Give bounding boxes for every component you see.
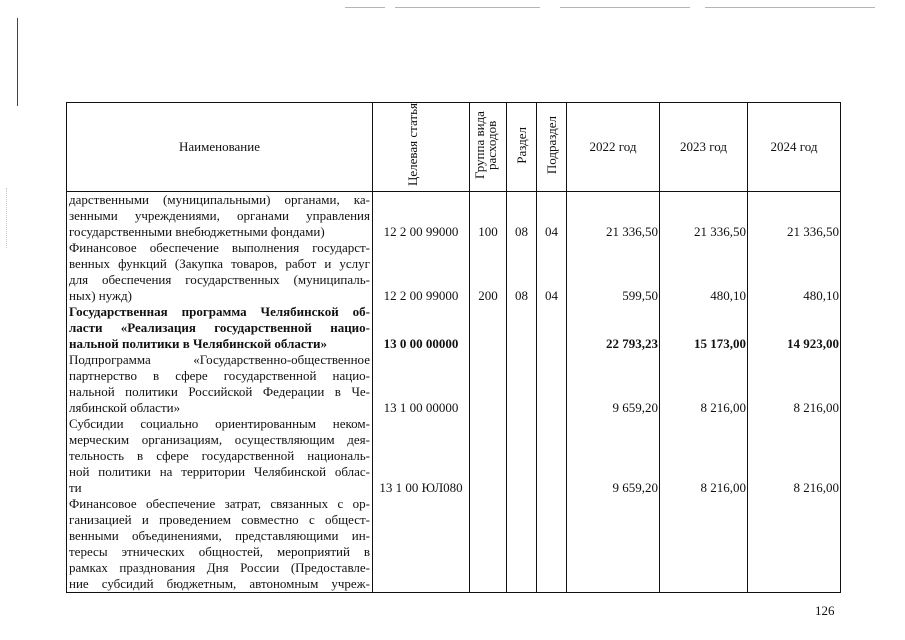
row-subsection [537,416,567,496]
row-name-line: Подпрограмма «Государственно-общественное [69,352,370,367]
row-name-line: ти [69,480,82,495]
row-name-line: для обеспечения государственных (муниципаль- [69,272,370,287]
row-amount-2023: 480,10 [660,240,748,304]
row-name-line: ной политики на территории Челябинской облас- [69,464,370,479]
table-row [67,240,841,304]
header-subsection: Подраздел [537,103,567,192]
row-name-line: Государственная программа Челябинской об- [69,304,370,319]
row-amount-2024: 480,10 [748,240,841,304]
scan-line [345,7,385,8]
row-name-cell [67,496,373,593]
row-target-article: 13 1 00 ЮЛ080 [373,416,470,496]
scan-dots [6,188,7,248]
budget-table [66,102,841,593]
header-name: Наименование [67,103,373,192]
row-amount-2024: 14 923,00 [748,304,841,352]
table-row [67,416,841,496]
row-amount-2024: 8 216,00 [748,352,841,416]
scan-line [560,7,690,8]
table-row [67,496,841,593]
header-expense-group: Группа вида расходов [470,103,507,192]
row-amount-2024: 21 336,50 [748,192,841,241]
row-section: 08 [507,192,537,241]
row-expense-group [470,352,507,416]
scan-line [395,7,540,8]
row-amount-2023 [660,496,748,593]
row-amount-2023: 8 216,00 [660,352,748,416]
row-name-line: венных функций (Закупка товаров, работ и услуг [69,256,370,271]
row-name-line: ласти «Реализация государственной нацио- [69,320,370,335]
row-expense-group: 100 [470,192,507,241]
binding-edge-line [17,18,18,106]
scan-line [705,7,875,8]
row-name-line: государственными внебюджетными фондами) [69,224,325,239]
row-name-cell [67,352,373,416]
row-amount-2023: 15 173,00 [660,304,748,352]
row-section [507,304,537,352]
row-expense-group: 200 [470,240,507,304]
row-name-line: мерческим организациям, осуществляющим дея- [69,432,370,447]
header-year-2022: 2022 год [567,103,660,192]
row-expense-group [470,304,507,352]
table-row [67,192,841,241]
row-name-line: зенными учреждениями, органами управления [69,208,370,223]
row-name-line: Субсидии социально ориентированным неком- [69,416,370,431]
row-name-line: партнерство в сфере государственной нацио- [69,368,370,383]
row-name-cell [67,416,373,496]
header-section: Раздел [507,103,537,192]
row-name-line: лябинской области» [69,400,181,415]
row-name-line: тересы этнических общностей, мероприятий в [69,544,370,559]
row-name-line: Финансовое обеспечение выполнения государст- [69,240,370,255]
row-amount-2024 [748,496,841,593]
table-body [67,192,841,593]
row-name-cell [67,304,373,352]
row-amount-2022: 599,50 [567,240,660,304]
row-name-cell [67,192,373,241]
row-name-line: тельность в сфере государственной националь- [69,448,370,463]
row-name-line: дарственными (муниципальными) органами, ка- [69,192,370,207]
table-header-row [67,103,841,192]
row-subsection: 04 [537,192,567,241]
row-amount-2022: 9 659,20 [567,352,660,416]
row-section [507,416,537,496]
row-amount-2023: 21 336,50 [660,192,748,241]
header-target-article: Целевая статья [373,103,470,192]
row-amount-2022: 22 793,23 [567,304,660,352]
row-section [507,352,537,416]
row-section: 08 [507,240,537,304]
header-year-2024: 2024 год [748,103,841,192]
row-name-line: ганизацией и проведением совместно с общест- [69,512,370,527]
row-expense-group [470,496,507,593]
row-name-line: рамках празднования Дня России (Предоставле- [69,560,370,575]
row-name-line: нальной политики в Челябинской области» [69,336,328,351]
page-number: 126 [815,603,835,618]
row-subsection [537,304,567,352]
row-target-article: 13 0 00 00000 [373,304,470,352]
row-subsection [537,352,567,416]
row-section [507,496,537,593]
row-target-article: 12 2 00 99000 [373,240,470,304]
table-row [67,304,841,352]
row-amount-2022: 21 336,50 [567,192,660,241]
row-subsection: 04 [537,240,567,304]
row-amount-2022: 9 659,20 [567,416,660,496]
row-name-line: Финансовое обеспечение затрат, связанных с ор- [69,496,370,511]
row-target-article [373,496,470,593]
row-amount-2024: 8 216,00 [748,416,841,496]
row-target-article: 13 1 00 00000 [373,352,470,416]
row-name-line: венными объединениями, представляющими ин- [69,528,370,543]
row-amount-2022 [567,496,660,593]
table-row [67,352,841,416]
row-name-line: ние субсидий бюджетным, автономным учреж- [69,576,370,591]
row-expense-group [470,416,507,496]
row-target-article: 12 2 00 99000 [373,192,470,241]
row-amount-2023: 8 216,00 [660,416,748,496]
row-name-line: нальной политики Российской Федерации в Че- [69,384,370,399]
row-name-line: ных) нужд) [69,288,132,303]
row-subsection [537,496,567,593]
header-year-2023: 2023 год [660,103,748,192]
row-name-cell [67,240,373,304]
